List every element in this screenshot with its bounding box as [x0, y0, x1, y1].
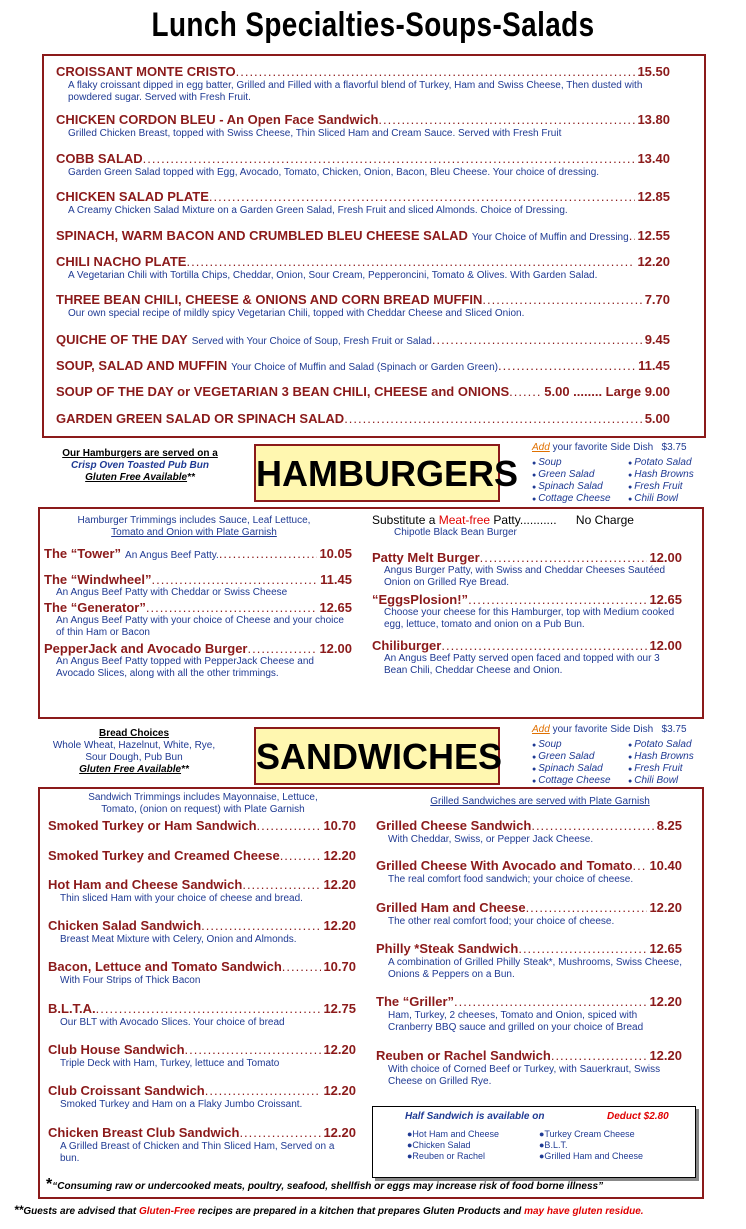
menu-item-name: SOUP OF THE DAY or VEGETARIAN 3 BEAN CHILI, CHEESE and ONIONS	[56, 384, 510, 399]
menu-item-head	[56, 189, 670, 204]
menu-item-note: Served with Your Choice of Soup, Fresh Fruit or Salad	[191, 336, 432, 347]
menu-item	[56, 64, 670, 104]
menu-item-name: SOUP, SALAD AND MUFFIN	[56, 358, 228, 373]
menu-item-price: 12.85	[637, 189, 670, 204]
menu-item-leader	[143, 151, 636, 166]
menu-item-leader	[242, 877, 321, 892]
menu-item	[372, 550, 682, 589]
menu-item-name: Grilled Ham and Cheese	[376, 900, 526, 915]
menu-item-head	[48, 877, 356, 892]
footer-gluten-free: Gluten-Free	[138, 1206, 196, 1217]
menu-item	[376, 900, 682, 928]
substitute-patty: Patty...........	[493, 513, 557, 527]
menu-item-price: 12.20	[323, 1125, 356, 1140]
menu-item-note: Your Choice of Muffin and Dressing	[471, 232, 629, 243]
menu-item-head	[56, 64, 670, 79]
menu-item-leader	[633, 858, 648, 873]
menu-item	[44, 546, 352, 561]
side-dish-item: ● Cottage Cheese	[532, 775, 628, 787]
burger-side-add: Add	[532, 442, 550, 453]
menu-item-price: 12.75	[323, 1001, 356, 1016]
sandwich-trimmings-line2: Tomato, (onion on request) with Plate Garnish	[101, 804, 305, 815]
menu-item-leader	[282, 959, 322, 974]
menu-item-price: 13.80	[637, 112, 670, 127]
menu-item	[48, 959, 356, 987]
menu-item-leader	[629, 228, 636, 243]
sandwich-side-list	[532, 739, 742, 787]
menu-item-head	[48, 918, 356, 933]
menu-item	[376, 941, 682, 981]
menu-item-leader	[441, 638, 647, 653]
menu-item-desc: A flaky croissant dipped in egg batter, Grilled and Filled with a flavorful blend of Turkey, Ham and Swiss Cheese, Then dusted with powdered sugar. Served with Fresh Fruit.	[68, 80, 643, 103]
menu-item	[48, 818, 356, 833]
substitute-meat-free: Meat-free	[438, 513, 491, 527]
side-dish-item: ● Potato Salad	[628, 457, 724, 469]
sandwiches-banner	[254, 727, 503, 785]
side-dish-item: ● Cottage Cheese	[532, 493, 628, 505]
menu-item	[48, 1042, 356, 1070]
menu-item-price: 10.70	[323, 818, 356, 833]
menu-item-head	[372, 638, 682, 653]
menu-item-price: 10.05	[319, 546, 352, 561]
menu-item-head	[56, 151, 670, 166]
menu-item-leader	[280, 848, 322, 863]
menu-item-desc: The real comfort food sandwich; your choice of cheese.	[388, 874, 634, 885]
hamburgers-banner	[254, 444, 519, 502]
menu-item-head	[376, 858, 682, 873]
menu-item-leader	[454, 994, 647, 1009]
menu-item-name: QUICHE OF THE DAY	[56, 332, 188, 347]
menu-item-leader	[551, 1048, 648, 1063]
menu-item-head	[376, 900, 682, 915]
menu-item	[56, 411, 670, 426]
menu-item-leader	[248, 641, 318, 656]
menu-item-price: 5.00	[644, 411, 670, 426]
menu-item-desc: An Angus Beef Patty with Cheddar or Swiss Cheese	[56, 587, 288, 598]
menu-item-head	[48, 1125, 356, 1140]
menu-item-name: Grilled Cheese With Avocado and Tomato	[376, 858, 633, 873]
bread-line2: Sour Dough, Pub Bun	[85, 752, 183, 763]
menu-item-note: An Angus Beef Patty.	[125, 550, 219, 561]
sandwich-side-price: $3.75	[661, 724, 687, 735]
menu-item-price: 12.20	[323, 848, 356, 863]
menu-item-name: Grilled Cheese Sandwich	[376, 818, 532, 833]
menu-item-leader	[468, 592, 647, 607]
menu-item-leader	[96, 1001, 322, 1016]
menu-item	[56, 332, 670, 347]
menu-item	[56, 151, 670, 179]
menu-item-name: Philly *Steak Sandwich	[376, 941, 519, 956]
menu-item-name: Smoked Turkey and Creamed Cheese	[48, 848, 280, 863]
menu-item-desc: A combination of Grilled Philly Steak*, Mushrooms, Swiss Cheese, Onions & Peppers on a Bun.	[388, 957, 683, 980]
menu-item-name: THREE BEAN CHILI, CHEESE & ONIONS AND CORN BREAD MUFFIN	[56, 292, 483, 307]
menu-item-head	[56, 332, 670, 347]
menu-item-price: 12.55	[637, 228, 670, 243]
footer-stars2: **	[14, 1203, 24, 1217]
menu-item	[56, 112, 670, 140]
burger-side-text: your favorite Side Dish	[552, 442, 654, 453]
burger-trimmings	[44, 515, 344, 539]
menu-item-price: 12.20	[323, 1042, 356, 1057]
menu-item-leader	[518, 941, 647, 956]
menu-item-head	[56, 411, 670, 426]
menu-item-leader	[185, 1042, 322, 1057]
menu-item-price: 12.20	[649, 1048, 682, 1063]
menu-item-head	[44, 572, 352, 587]
menu-item-head	[372, 592, 682, 607]
substitute-price: No Charge	[575, 513, 634, 527]
menu-item-price: 12.65	[649, 941, 682, 956]
menu-item-price: 10.40	[649, 858, 682, 873]
menu-item-name: CHICKEN CORDON BLEU - An Open Face Sandwich	[56, 112, 379, 127]
half-deduct: Deduct $2.80	[607, 1111, 669, 1122]
burger-trimmings-line2: Tomato and Onion with Plate Garnish	[111, 527, 277, 538]
menu-item-leader	[239, 1125, 321, 1140]
menu-item	[376, 994, 682, 1034]
burger-trimmings-line1: Hamburger Trimmings includes Sauce, Leaf Lettuce,	[77, 515, 311, 526]
menu-item-name: Club House Sandwich	[48, 1042, 185, 1057]
half-sandwich-item: ●Grilled Ham and Cheese	[539, 1151, 643, 1161]
menu-item-price: 12.20	[649, 994, 682, 1009]
menu-item-head	[48, 1042, 356, 1057]
menu-item-name: Smoked Turkey or Ham Sandwich	[48, 818, 257, 833]
menu-item	[372, 638, 682, 677]
menu-item-name: Reuben or Rachel Sandwich	[376, 1048, 551, 1063]
burger-served-on	[40, 448, 240, 484]
menu-item	[56, 292, 670, 320]
menu-item-price: 11.45	[320, 572, 352, 587]
menu-item-name: The “Tower”	[44, 546, 122, 561]
half-sandwich-item: ●Reuben or Rachel	[407, 1151, 485, 1161]
half-title: Half Sandwich is available on	[405, 1111, 545, 1122]
menu-item-note: Your Choice of Muffin and Salad (Spinach or Garden Green)	[231, 362, 498, 373]
menu-item-leader	[509, 384, 542, 399]
menu-item	[376, 858, 682, 886]
menu-item-desc: Garden Green Salad topped with Egg, Avocado, Tomato, Chicken, Onion, Bacon, Bleu Cheese. Your choice of dressing.	[68, 167, 600, 178]
menu-item-head	[44, 641, 352, 656]
menu-item-leader	[257, 818, 322, 833]
menu-item-head	[48, 959, 356, 974]
footer-guests	[14, 1203, 744, 1217]
menu-item-price: 12.65	[319, 600, 352, 615]
substitute-label: Substitute a	[372, 513, 436, 527]
side-dish-item: ● Spinach Salad	[532, 481, 628, 493]
menu-item-price: 12.65	[649, 592, 682, 607]
side-dish-item: ● Soup	[532, 739, 628, 751]
menu-item-leader	[146, 600, 318, 615]
menu-item-name: Patty Melt Burger	[372, 550, 480, 565]
menu-item-price: 13.40	[637, 151, 670, 166]
menu-item-name: “EggsPlosion!”	[372, 592, 469, 607]
sandwich-gluten-mark: **	[181, 764, 189, 775]
menu-item	[56, 189, 670, 217]
footer-star: *	[46, 1176, 53, 1193]
hamburgers-banner-text: HAMBURGERS	[256, 453, 519, 494]
side-dish-item: ● Fresh Fruit	[628, 481, 724, 493]
menu-item-desc: Thin sliced Ham with your choice of cheese and bread.	[60, 893, 303, 904]
side-dish-item: ● Potato Salad	[628, 739, 724, 751]
menu-item	[56, 358, 670, 373]
menu-item-name: Chicken Salad Sandwich	[48, 918, 202, 933]
menu-item-desc: Triple Deck with Ham, Turkey, lettuce and Tomato	[60, 1058, 280, 1069]
menu-item	[372, 592, 682, 631]
menu-item-desc: Grilled Chicken Breast, topped with Swiss Cheese, Thin Sliced Ham and Cream Sauce. Served with Fresh Fruit	[68, 128, 562, 139]
side-dish-item: ● Chili Bowl	[628, 775, 724, 787]
menu-item-desc: A Creamy Chicken Salad Mixture on a Garden Green Salad, Fresh Fruit and sliced Almonds. Choice of Dressing.	[68, 205, 568, 216]
menu-item-price: 12.20	[323, 918, 356, 933]
menu-item-head	[48, 1083, 356, 1098]
menu-item-head	[56, 228, 670, 243]
menu-item-price: 12.20	[323, 1083, 356, 1098]
menu-item-leader	[201, 918, 321, 933]
bread-choices	[36, 728, 232, 776]
menu-item-leader	[219, 546, 318, 561]
footer-gluten-residue: may have gluten residue.	[524, 1206, 644, 1217]
menu-item	[56, 254, 670, 282]
menu-item-name: Club Croissant Sandwich	[48, 1083, 205, 1098]
menu-item	[56, 228, 670, 243]
menu-item-desc: With choice of Corned Beef or Turkey, with Sauerkraut, Swiss Cheese on Grilled Rye.	[388, 1064, 661, 1087]
menu-item-name: The “Generator”	[44, 600, 146, 615]
menu-item-desc: An Angus Beef Patty topped with PepperJack Cheese and Avocado Slices, along with all the other trimmings.	[56, 656, 314, 679]
menu-item	[56, 384, 670, 399]
menu-item-leader	[152, 572, 319, 587]
grilled-note: Grilled Sandwiches are served with Plate Garnish	[430, 796, 650, 807]
menu-item-price: 7.70	[644, 292, 670, 307]
half-sandwich-item: ●B.L.T.	[539, 1140, 568, 1150]
menu-item	[48, 877, 356, 905]
menu-item-price: 5.00 ........ Large 9.00	[544, 384, 670, 399]
menu-item-desc: Angus Burger Patty, with Swiss and Cheddar Cheeses Sautéed Onion on Grilled Rye Bread.	[384, 565, 666, 588]
menu-item	[48, 1001, 356, 1029]
menu-item-leader	[480, 550, 648, 565]
menu-item-desc: With Four Strips of Thick Bacon	[60, 975, 201, 986]
sandwiches-banner-text: SANDWICHES	[256, 736, 503, 777]
menu-item-head	[48, 1001, 356, 1016]
menu-item-head	[376, 994, 682, 1009]
menu-item-price: 8.25	[656, 818, 682, 833]
menu-item-head	[376, 818, 682, 833]
menu-item-name: The “Griller”	[376, 994, 455, 1009]
menu-item-desc: An Angus Beef Patty served open faced and topped with our 3 Bean Chili, Cheddar Cheese and Onion.	[384, 653, 660, 676]
menu-item	[48, 918, 356, 946]
sandwich-trimmings	[48, 792, 358, 816]
menu-item-name: B.L.T.A.	[48, 1001, 96, 1016]
bread-title: Bread Choices	[98, 728, 170, 739]
burger-served-line1: Our Hamburgers are served on a	[62, 448, 218, 459]
menu-item-leader	[526, 900, 648, 915]
side-dish-item: ● Soup	[532, 457, 628, 469]
menu-item-desc: Ham, Turkey, 2 cheeses, Tomato and Onion, spiced with Cranberry BBQ sauce and grilled on your choice of Bread	[388, 1010, 644, 1033]
menu-item-head	[48, 818, 356, 833]
menu-item-name: COBB SALAD	[56, 151, 143, 166]
menu-item-price: 10.70	[323, 959, 356, 974]
menu-item-name: SPINACH, WARM BACON AND CRUMBLED BLEU CHEESE SALAD	[56, 228, 468, 243]
menu-item-leader	[186, 254, 635, 269]
burger-gluten-mark: **	[187, 472, 195, 483]
menu-item-name: Chicken Breast Club Sandwich	[48, 1125, 240, 1140]
menu-item-price: 12.20	[649, 900, 682, 915]
menu-item-leader	[344, 411, 643, 426]
substitute-desc: Chipotle Black Bean Burger	[394, 527, 517, 538]
menu-item-price: 12.00	[319, 641, 352, 656]
menu-item-leader	[236, 64, 636, 79]
menu-item-desc: Our BLT with Avocado Slices. Your choice of bread	[60, 1017, 285, 1028]
menu-item	[376, 1048, 682, 1088]
menu-item-head	[376, 1048, 682, 1063]
menu-item-price: 12.00	[649, 638, 682, 653]
menu-item	[44, 572, 352, 599]
menu-item-desc: Our own special recipe of mildly spicy Vegetarian Chili, topped with Cheddar Cheese and Sliced Onion.	[68, 308, 525, 319]
menu-item	[376, 818, 682, 846]
menu-item-desc: The other real comfort food; your choice of cheese.	[388, 916, 615, 927]
menu-item-head	[44, 546, 352, 561]
menu-item-price: 15.50	[637, 64, 670, 79]
menu-item-desc: A Grilled Breast of Chicken and Thin Sliced Ham, Served on a bun.	[60, 1141, 335, 1164]
menu-item-name: Bacon, Lettuce and Tomato Sandwich	[48, 959, 282, 974]
menu-item-price: 12.20	[637, 254, 670, 269]
footer-consuming-text: “Consuming raw or undercooked meats, poultry, seafood, shellfish or eggs may increase risk of food borne illness”	[52, 1181, 604, 1192]
menu-item	[44, 600, 352, 639]
menu-item-name: GARDEN GREEN SALAD OR SPINACH SALAD	[56, 411, 345, 426]
half-sandwich-item: ●Hot Ham and Cheese	[407, 1129, 499, 1139]
menu-item-leader	[531, 818, 654, 833]
menu-item-name: CROISSANT MONTE CRISTO	[56, 64, 236, 79]
side-dish-item: ● Hash Browns	[628, 469, 724, 481]
sandwich-side-dish	[532, 724, 742, 787]
page-title: Lunch Specialties-Soups-Salads	[151, 6, 595, 44]
footer-guests-1: Guests are advised that	[23, 1206, 137, 1217]
menu-item-name: Chiliburger	[372, 638, 442, 653]
half-sandwich-box	[372, 1106, 696, 1178]
menu-item-head	[44, 600, 352, 615]
menu-item-head	[56, 254, 670, 269]
bread-line1: Whole Wheat, Hazelnut, White, Rye,	[52, 740, 216, 751]
menu-item-desc: With Cheddar, Swiss, or Pepper Jack Cheese.	[388, 834, 594, 845]
half-items	[407, 1129, 679, 1162]
menu-item-price: 12.20	[323, 877, 356, 892]
menu-item-head	[56, 384, 670, 399]
footer-guests-2: recipes are prepared in a kitchen that prepares Gluten Products and	[197, 1206, 522, 1217]
side-dish-item: ● Chili Bowl	[628, 493, 724, 505]
burger-side-list	[532, 457, 742, 505]
menu-item-head	[56, 112, 670, 127]
menu-item-head	[376, 941, 682, 956]
menu-item-leader	[378, 112, 635, 127]
menu-item-desc: Choose your cheese for this Hamburger, top with Medium cooked egg, lettuce, tomato and onion on a Pub Bun.	[384, 607, 675, 630]
menu-item	[44, 641, 352, 680]
menu-item-name: Hot Ham and Cheese Sandwich	[48, 877, 243, 892]
menu-item-name: The “Windwheel”	[44, 572, 152, 587]
menu-item-desc: Breast Meat Mixture with Celery, Onion and Almonds.	[60, 934, 297, 945]
menu-item-desc: An Angus Beef Patty with your choice of Cheese and your choice of thin Ham or Bacon	[56, 615, 344, 638]
side-dish-item: ● Green Salad	[532, 751, 628, 763]
burger-served-line2: Crisp Oven Toasted Pub Bun	[71, 460, 209, 471]
side-dish-item: ● Green Salad	[532, 469, 628, 481]
menu-item-name: CHICKEN SALAD PLATE	[56, 189, 209, 204]
burger-substitute	[372, 513, 702, 539]
burger-gluten-free: Gluten Free Available	[85, 472, 188, 483]
menu-item-head	[56, 358, 670, 373]
menu-item	[48, 848, 356, 863]
menu-item	[48, 1083, 356, 1111]
side-dish-item: ● Fresh Fruit	[628, 763, 724, 775]
sandwich-side-add: Add	[532, 724, 550, 735]
menu-item-head	[372, 550, 682, 565]
menu-item-price: 12.00	[649, 550, 682, 565]
menu-item-leader	[498, 358, 636, 373]
menu-item-name: CHILI NACHO PLATE	[56, 254, 187, 269]
side-dish-item: ● Hash Browns	[628, 751, 724, 763]
menu-item-desc: Smoked Turkey and Ham on a Flaky Jumbo Croissant.	[60, 1099, 303, 1110]
sandwich-gluten-free: Gluten Free Available	[79, 764, 182, 775]
sandwich-side-text: your favorite Side Dish	[552, 724, 654, 735]
half-sandwich-item: ●Turkey Cream Cheese	[539, 1129, 635, 1139]
burger-side-dish	[532, 442, 742, 505]
side-dish-item: ● Spinach Salad	[532, 763, 628, 775]
footer-consuming	[46, 1176, 706, 1194]
menu-item-leader	[205, 1083, 322, 1098]
menu-item-head	[56, 292, 670, 307]
menu-item	[48, 1125, 356, 1165]
menu-item-leader	[482, 292, 642, 307]
menu-item-name: PepperJack and Avocado Burger	[44, 641, 248, 656]
sandwich-trimmings-line1: Sandwich Trimmings includes Mayonnaise, Lettuce,	[88, 792, 318, 803]
menu-item-leader	[209, 189, 636, 204]
burger-side-price: $3.75	[661, 442, 687, 453]
menu-item-desc: A Vegetarian Chili with Tortilla Chips, Cheddar, Onion, Sour Cream, Pepperoncini, Tomato & Olives. With Garden Salad.	[68, 270, 598, 281]
menu-item-leader	[432, 332, 643, 347]
menu-item-price: 11.45	[638, 358, 670, 373]
menu-item-head	[48, 848, 356, 863]
menu-item-price: 9.45	[644, 332, 670, 347]
half-sandwich-item: ●Chicken Salad	[407, 1140, 471, 1150]
